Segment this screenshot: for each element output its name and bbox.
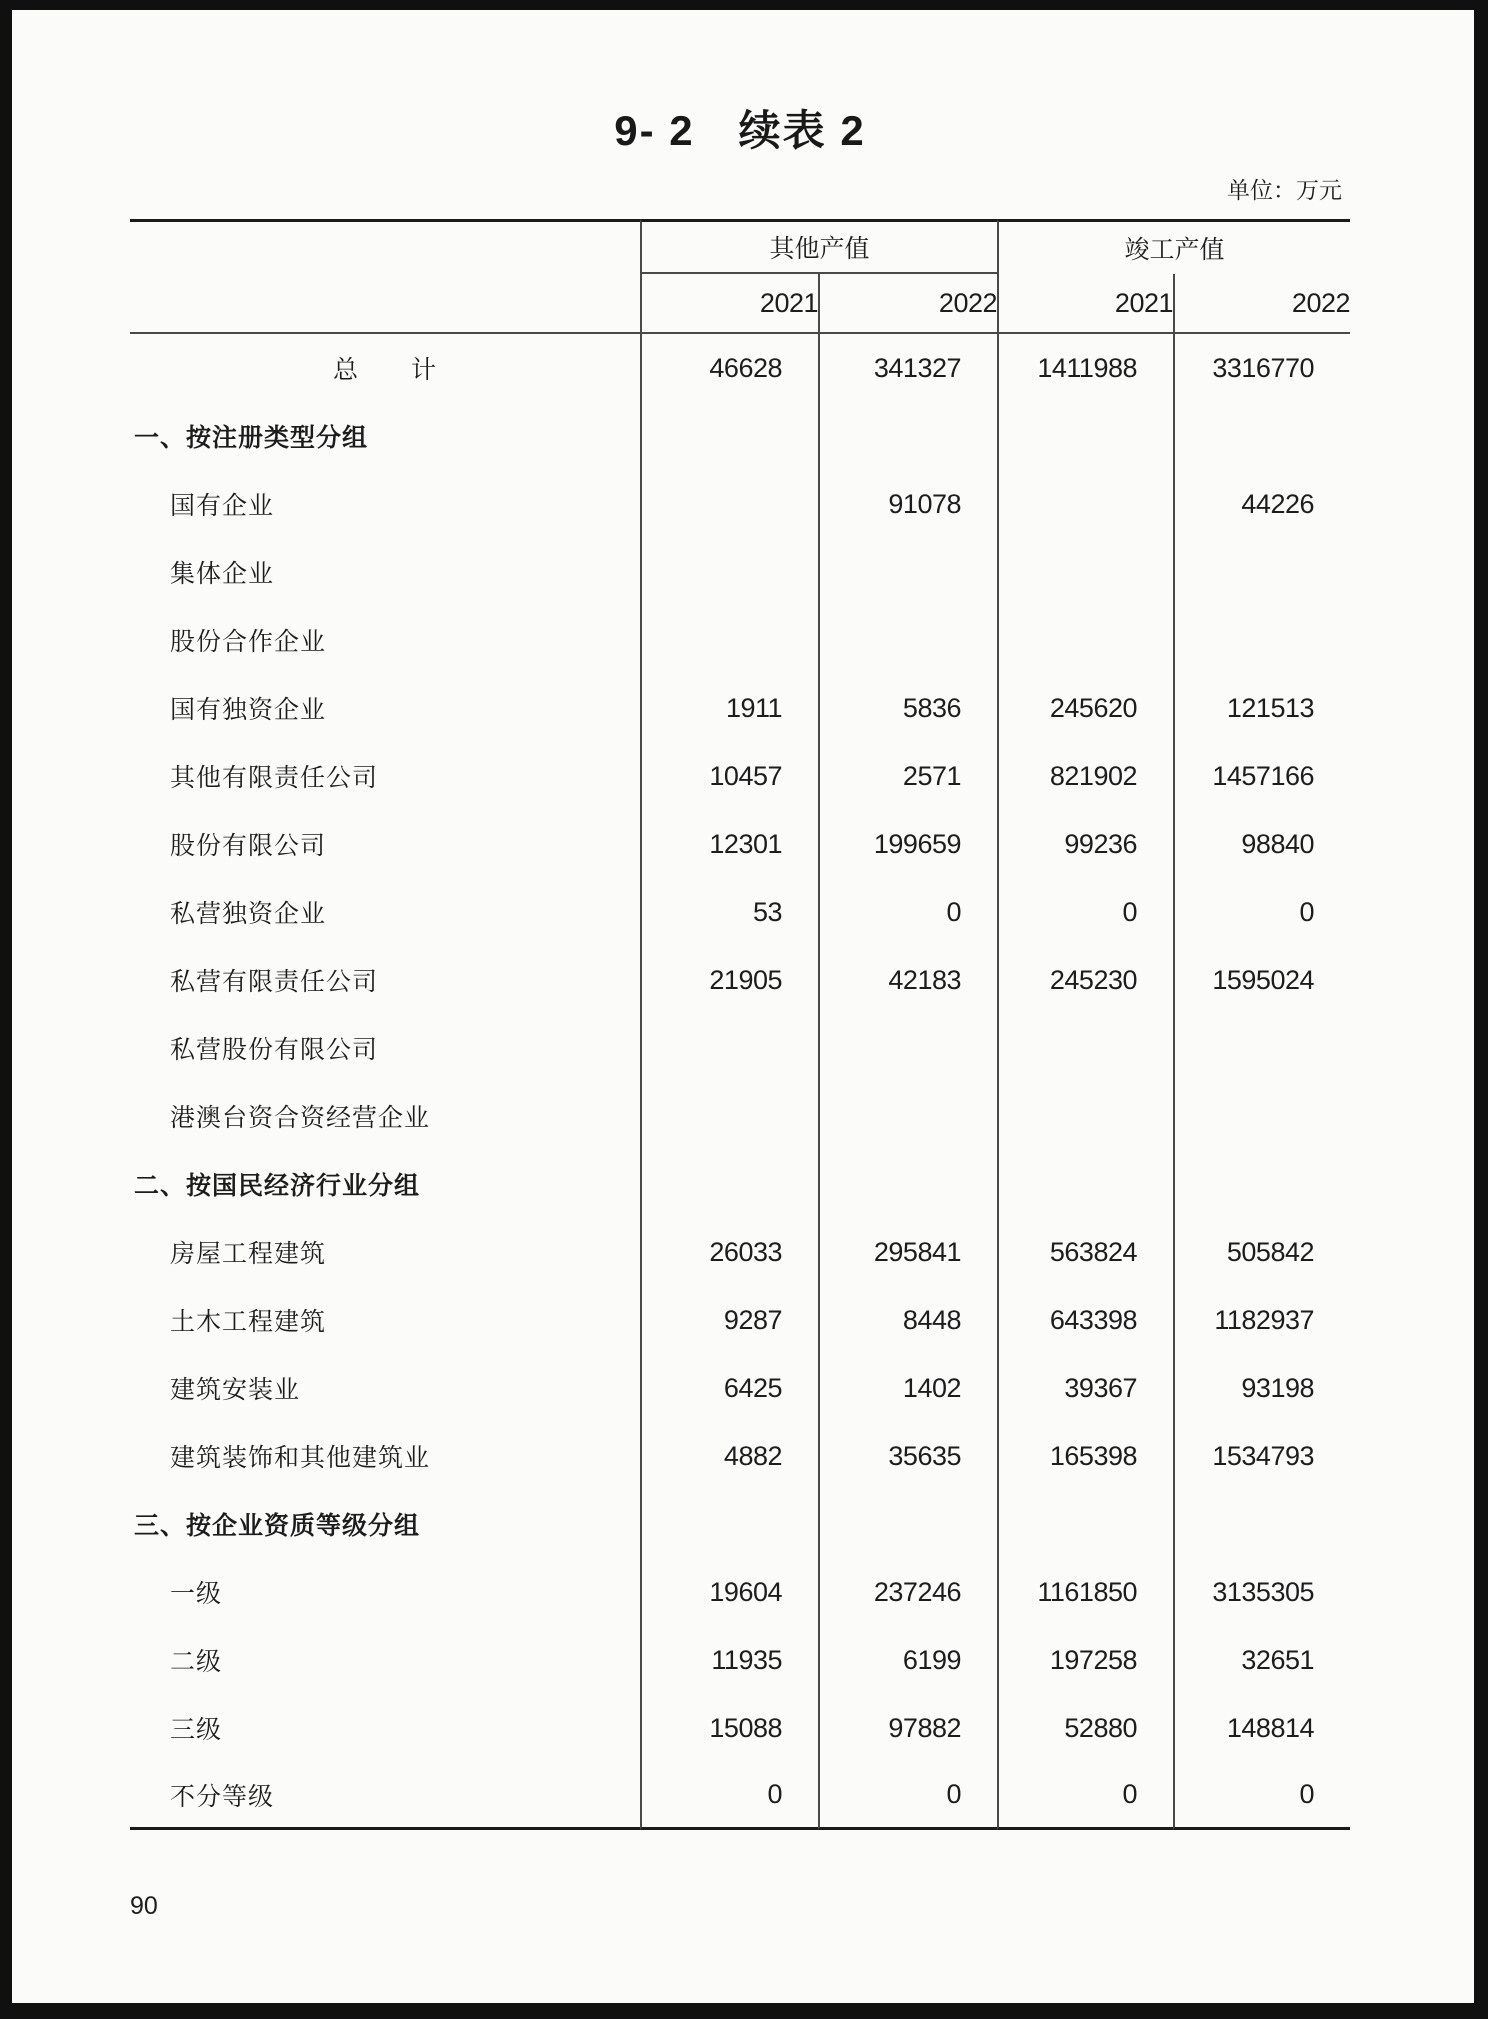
year-header: 2022 xyxy=(818,274,997,334)
cell-value: 93198 xyxy=(1173,1354,1350,1422)
cell-value xyxy=(640,606,818,674)
cell-value: 2571 xyxy=(818,742,997,810)
cell-value: 98840 xyxy=(1173,810,1350,878)
cell-value: 197258 xyxy=(997,1626,1173,1694)
row-group-heading: 三、按企业资质等级分组 xyxy=(134,1512,421,1540)
cell-value xyxy=(1173,538,1350,606)
row-label: 股份有限公司 xyxy=(170,833,327,860)
cell-value xyxy=(818,1014,997,1082)
cell-value xyxy=(640,538,818,606)
cell-value: 1911 xyxy=(640,674,818,742)
cell-value: 46628 xyxy=(640,334,818,402)
cell-value: 245230 xyxy=(997,946,1173,1014)
row-label: 其他有限责任公司 xyxy=(170,765,379,792)
cell-value: 237246 xyxy=(818,1558,997,1626)
cell-value: 1411988 xyxy=(997,334,1173,402)
cell-value xyxy=(997,606,1173,674)
cell-value: 39367 xyxy=(997,1354,1173,1422)
cell-value xyxy=(997,1150,1173,1218)
cell-value: 15088 xyxy=(640,1694,818,1762)
content-area xyxy=(130,105,1350,1921)
cell-value: 0 xyxy=(1173,878,1350,946)
cell-value: 121513 xyxy=(1173,674,1350,742)
document-page xyxy=(12,10,1474,2003)
header-stub-cell xyxy=(130,219,640,274)
unit-label: 单位：万元 xyxy=(1227,178,1342,203)
row-label: 土木工程建筑 xyxy=(170,1309,327,1336)
year-header: 2021 xyxy=(640,274,818,334)
cell-value: 821902 xyxy=(997,742,1173,810)
row-label: 国有企业 xyxy=(170,493,275,520)
row-group-heading: 二、按国民经济行业分组 xyxy=(134,1172,421,1200)
cell-value: 5836 xyxy=(818,674,997,742)
cell-value: 11935 xyxy=(640,1626,818,1694)
column-group-other-output-value: 其他产值 xyxy=(640,219,997,274)
cell-value xyxy=(818,606,997,674)
cell-value: 10457 xyxy=(640,742,818,810)
cell-value xyxy=(818,402,997,470)
cell-value: 53 xyxy=(640,878,818,946)
year-header: 2022 xyxy=(1173,274,1350,334)
cell-value: 245620 xyxy=(997,674,1173,742)
row-label: 总 计 xyxy=(332,357,437,384)
row-label: 建筑装饰和其他建筑业 xyxy=(170,1445,431,1472)
cell-value xyxy=(1173,1150,1350,1218)
cell-value: 1595024 xyxy=(1173,946,1350,1014)
cell-value: 643398 xyxy=(997,1286,1173,1354)
cell-value: 32651 xyxy=(1173,1626,1350,1694)
cell-value: 21905 xyxy=(640,946,818,1014)
cell-value: 97882 xyxy=(818,1694,997,1762)
cell-value xyxy=(818,538,997,606)
cell-value xyxy=(640,470,818,538)
row-label: 房屋工程建筑 xyxy=(170,1241,327,1268)
row-label: 港澳台资合资经营企业 xyxy=(170,1105,431,1132)
page-title: 9- 2 续表 2 xyxy=(614,107,866,154)
cell-value: 341327 xyxy=(818,334,997,402)
cell-value: 19604 xyxy=(640,1558,818,1626)
cell-value xyxy=(640,1490,818,1558)
cell-value xyxy=(997,1014,1173,1082)
cell-value: 0 xyxy=(1173,1762,1350,1830)
row-label: 三级 xyxy=(170,1717,223,1744)
cell-value: 26033 xyxy=(640,1218,818,1286)
cell-value xyxy=(640,1082,818,1150)
cell-value xyxy=(818,1082,997,1150)
cell-value: 42183 xyxy=(818,946,997,1014)
cell-value xyxy=(997,470,1173,538)
cell-value: 4882 xyxy=(640,1422,818,1490)
header-stub-cell xyxy=(130,274,640,334)
row-label: 私营有限责任公司 xyxy=(170,969,379,996)
cell-value: 295841 xyxy=(818,1218,997,1286)
cell-value: 0 xyxy=(997,878,1173,946)
cell-value: 0 xyxy=(818,878,997,946)
column-group-completed-output-value: 竣工产值 xyxy=(997,219,1350,274)
cell-value: 9287 xyxy=(640,1286,818,1354)
cell-value: 1457166 xyxy=(1173,742,1350,810)
year-header: 2021 xyxy=(997,274,1173,334)
cell-value: 505842 xyxy=(1173,1218,1350,1286)
cell-value: 1534793 xyxy=(1173,1422,1350,1490)
cell-value xyxy=(997,1490,1173,1558)
cell-value: 0 xyxy=(640,1762,818,1830)
cell-value xyxy=(1173,606,1350,674)
row-label: 私营股份有限公司 xyxy=(170,1037,379,1064)
row-label: 建筑安装业 xyxy=(170,1377,301,1404)
page-number: 90 xyxy=(130,1892,158,1920)
data-table xyxy=(130,219,1350,1830)
cell-value xyxy=(640,1014,818,1082)
cell-value: 3135305 xyxy=(1173,1558,1350,1626)
cell-value xyxy=(1173,402,1350,470)
cell-value: 44226 xyxy=(1173,470,1350,538)
cell-value: 8448 xyxy=(818,1286,997,1354)
cell-value: 563824 xyxy=(997,1218,1173,1286)
cell-value: 3316770 xyxy=(1173,334,1350,402)
row-label: 二级 xyxy=(170,1649,223,1676)
row-group-heading: 一、按注册类型分组 xyxy=(134,424,369,452)
cell-value xyxy=(1173,1082,1350,1150)
cell-value xyxy=(1173,1490,1350,1558)
row-label: 集体企业 xyxy=(170,561,275,588)
cell-value: 6199 xyxy=(818,1626,997,1694)
cell-value: 0 xyxy=(997,1762,1173,1830)
cell-value: 199659 xyxy=(818,810,997,878)
cell-value: 0 xyxy=(818,1762,997,1830)
cell-value: 1402 xyxy=(818,1354,997,1422)
row-label: 不分等级 xyxy=(130,1762,640,1830)
cell-value: 91078 xyxy=(818,470,997,538)
cell-value xyxy=(640,402,818,470)
row-label: 一级 xyxy=(170,1581,223,1608)
cell-value xyxy=(1173,1014,1350,1082)
cell-value: 6425 xyxy=(640,1354,818,1422)
cell-value: 148814 xyxy=(1173,1694,1350,1762)
cell-value xyxy=(640,1150,818,1218)
cell-value: 12301 xyxy=(640,810,818,878)
cell-value xyxy=(997,1082,1173,1150)
cell-value: 35635 xyxy=(818,1422,997,1490)
cell-value: 52880 xyxy=(997,1694,1173,1762)
cell-value: 165398 xyxy=(997,1422,1173,1490)
cell-value xyxy=(818,1150,997,1218)
row-label: 国有独资企业 xyxy=(170,697,327,724)
cell-value xyxy=(818,1490,997,1558)
row-label: 私营独资企业 xyxy=(170,901,327,928)
cell-value xyxy=(997,402,1173,470)
cell-value: 1161850 xyxy=(997,1558,1173,1626)
cell-value: 1182937 xyxy=(1173,1286,1350,1354)
cell-value xyxy=(997,538,1173,606)
cell-value: 99236 xyxy=(997,810,1173,878)
row-label: 股份合作企业 xyxy=(170,629,327,656)
